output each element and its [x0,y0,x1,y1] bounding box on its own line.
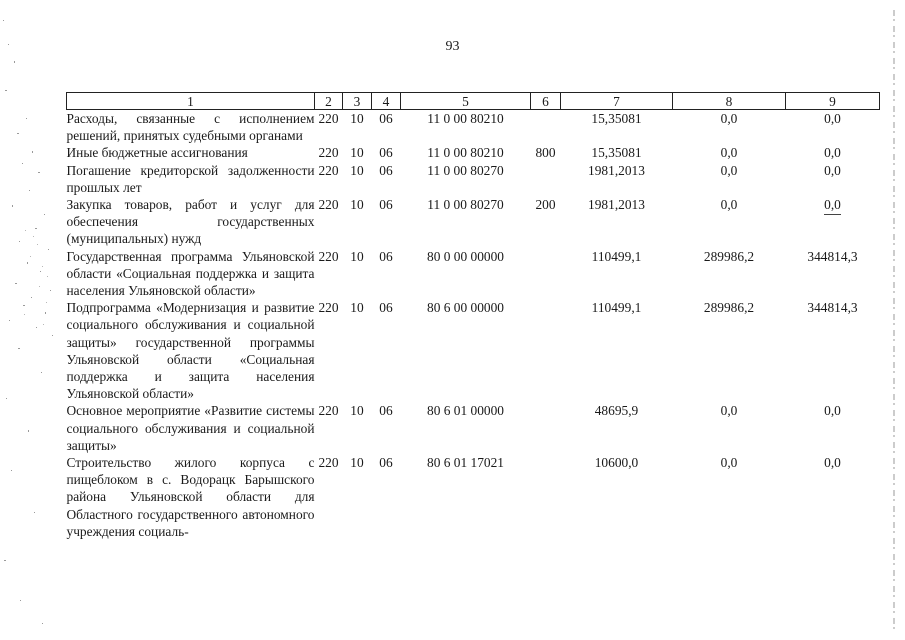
cell-col3: 10 [350,455,364,471]
cell-col6 [531,162,561,196]
cell-col3: 10 [350,145,364,161]
cell-col4: 06 [379,403,393,419]
row-name: Иные бюджетные ассигнования [66,145,248,161]
table-row [67,402,880,454]
header-cell: 8 [673,93,786,110]
cell-col5: 11 0 00 80210 [427,111,504,126]
table-row [67,454,880,540]
cell-col9: 0,0 [824,111,841,126]
cell-col7: 1981,2013 [588,162,645,178]
row-name: Погашение кредиторской задолженности прошлых лет [66,162,315,195]
cell-col9: 344814,3 [807,300,858,316]
row-name: Подпрограмма «Модернизация и развитие социального обслуживания и социальной защиты» государственной программы Ульяновской области «Социальная поддержка и защита населения Ульяновской области» [66,300,315,402]
row-name: Основное мероприятие «Развитие системы социального обслуживания и социальной защиты» [66,403,315,453]
row-name: Государственная программа Ульяновской области «Социальная поддержка и защита населения Ульяновской области» [66,248,315,299]
cell-col3: 10 [350,162,364,178]
header-cell: 5 [401,93,531,110]
header-cell: 3 [343,93,372,110]
table-row [67,110,880,145]
cell-col7: 10600,0 [594,455,639,471]
cell-col9: 0,0 [824,145,841,161]
header-cell: 2 [315,93,343,110]
cell-col3: 10 [350,300,364,316]
cell-col4: 06 [379,300,393,316]
cell-col2: 220 [318,111,339,126]
cell-col4: 06 [379,145,393,161]
cell-col7: 1981,2013 [588,197,645,213]
row-name: Строительство жилого корпуса с пищеблоком в с. Водорацк Барышского района Ульяновской области для Областного государственного автономного учреждения социаль- [66,455,315,539]
scan-edge-right [893,10,895,630]
cell-col5: 11 0 00 80270 [427,162,504,178]
scan-noise-left [0,0,60,640]
header-cell: 6 [531,93,561,110]
header-row [67,93,880,110]
header-cell: 9 [786,93,880,110]
page-number: 93 [445,39,460,54]
table-row [67,299,880,402]
cell-col7: 110499,1 [591,248,642,264]
cell-col8: 0,0 [720,197,738,213]
table-row [67,248,880,300]
cell-col8: 289986,2 [703,248,755,264]
cell-col7: 15,35081 [591,145,642,161]
cell-col6 [531,299,561,402]
cell-col5: 11 0 00 80270 [427,197,504,213]
cell-col4: 06 [379,162,393,178]
cell-col4: 06 [379,248,393,264]
cell-col2: 220 [318,300,339,316]
cell-col8: 0,0 [720,162,738,178]
header-cell: 1 [67,93,315,110]
cell-col6 [531,454,561,540]
cell-col9: 0,0 [824,455,841,471]
cell-col2: 220 [318,455,339,471]
cell-col2: 220 [318,162,339,178]
cell-col5: 80 6 00 00000 [427,300,504,316]
cell-col6: 200 [535,197,556,213]
cell-col9: 344814,3 [807,248,858,264]
cell-col4: 06 [379,111,393,126]
cell-col8: 0,0 [720,455,738,471]
cell-col5: 80 6 01 17021 [427,455,504,471]
cell-col5: 80 6 01 00000 [427,403,504,419]
underlined-value: 0,0 [824,196,841,215]
budget-table [66,92,880,540]
cell-col5: 80 0 00 00000 [427,248,504,264]
cell-col6 [531,110,561,145]
cell-col2: 220 [318,145,339,161]
cell-col9 [786,196,880,248]
cell-col3: 10 [350,248,364,264]
cell-col2: 220 [318,403,339,419]
cell-col3: 10 [350,403,364,419]
cell-col8: 0,0 [720,111,738,126]
cell-col4: 06 [379,455,393,471]
cell-col5: 11 0 00 80210 [427,145,504,161]
row-name: Расходы, связанные с исполнением решений, принятых судебными органами [66,111,315,144]
cell-col4: 06 [379,197,393,213]
cell-col6 [531,248,561,300]
cell-col7: 15,35081 [591,111,642,126]
cell-col2: 220 [318,197,339,213]
cell-col7: 110499,1 [591,300,642,316]
cell-col6 [531,402,561,454]
cell-col3: 10 [350,197,364,213]
table-row [67,162,880,196]
cell-col6: 800 [535,145,556,161]
cell-col9: 0,0 [824,162,841,178]
cell-col2: 220 [318,248,339,264]
cell-col8: 289986,2 [703,300,755,316]
header-cell: 7 [561,93,673,110]
cell-col7: 48695,9 [594,403,639,419]
cell-col9: 0,0 [824,403,841,419]
cell-col3: 10 [350,111,364,126]
cell-col8: 0,0 [720,145,738,161]
row-name: Закупка товаров, работ и услуг для обеспечения государственных (муниципальных) нужд [66,197,315,247]
cell-col8: 0,0 [720,403,738,419]
table-row [67,196,880,248]
table-row [67,144,880,161]
header-cell: 4 [372,93,401,110]
